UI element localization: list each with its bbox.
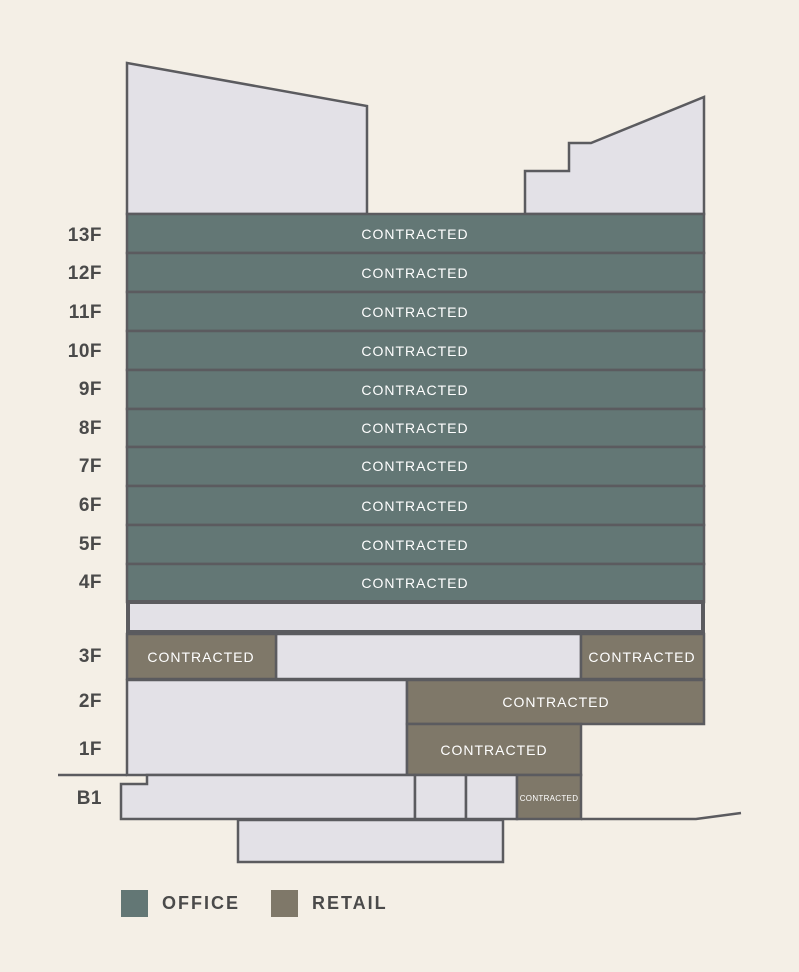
- office-legend-label: OFFICE: [162, 893, 240, 913]
- status-7f: CONTRACTED: [361, 458, 469, 474]
- roof-left-block: [127, 63, 367, 214]
- legend-retail: [271, 890, 388, 917]
- floor-label-8f: 8F: [78, 418, 102, 439]
- status-8f: CONTRACTED: [361, 420, 469, 436]
- status-4f: CONTRACTED: [361, 575, 469, 591]
- status-1f: CONTRACTED: [440, 742, 548, 758]
- floor-label-5f: 5F: [78, 534, 102, 555]
- floor-label-9f: 9F: [78, 379, 102, 400]
- floor-label-2f: 2F: [78, 691, 102, 712]
- floor-label-6f: 6F: [78, 495, 102, 516]
- status-12f: CONTRACTED: [361, 265, 469, 281]
- floor-label-10f: 10F: [67, 341, 102, 362]
- mechanical-floor: [128, 602, 703, 632]
- status-3f-right: CONTRACTED: [588, 649, 696, 665]
- status-6f: CONTRACTED: [361, 498, 469, 514]
- status-b1: CONTRACTED: [519, 794, 579, 803]
- floor-label-13f: 13F: [67, 225, 102, 246]
- roof-right-block: [525, 97, 704, 214]
- vacant-b1-mid-b: [466, 775, 517, 819]
- floor-label-4f: 4F: [78, 572, 102, 593]
- office-swatch: [121, 890, 148, 917]
- status-9f: CONTRACTED: [361, 382, 469, 398]
- floor-label-7f: 7F: [78, 456, 102, 477]
- floor-label-b1: B1: [76, 788, 102, 809]
- status-2f: CONTRACTED: [502, 694, 610, 710]
- retail-legend-label: RETAIL: [312, 893, 388, 913]
- vacant-b2: [238, 820, 503, 862]
- status-11f: CONTRACTED: [361, 304, 469, 320]
- vacant-3f-center: [276, 634, 581, 679]
- status-3f-left: CONTRACTED: [147, 649, 255, 665]
- retail-swatch: [271, 890, 298, 917]
- status-13f: CONTRACTED: [361, 226, 469, 242]
- floor-label-11f: 11F: [68, 302, 102, 323]
- floor-label-12f: 12F: [67, 263, 102, 284]
- status-5f: CONTRACTED: [361, 537, 469, 553]
- vacant-1f-2f-left: [127, 680, 407, 775]
- legend-office: [121, 890, 240, 917]
- status-10f: CONTRACTED: [361, 343, 469, 359]
- floor-label-1f: 1F: [78, 739, 102, 760]
- floor-label-3f: 3F: [78, 646, 102, 667]
- vacant-b1-left: [121, 775, 415, 819]
- ground-line-right: [581, 813, 741, 819]
- vacant-b1-mid-a: [415, 775, 466, 819]
